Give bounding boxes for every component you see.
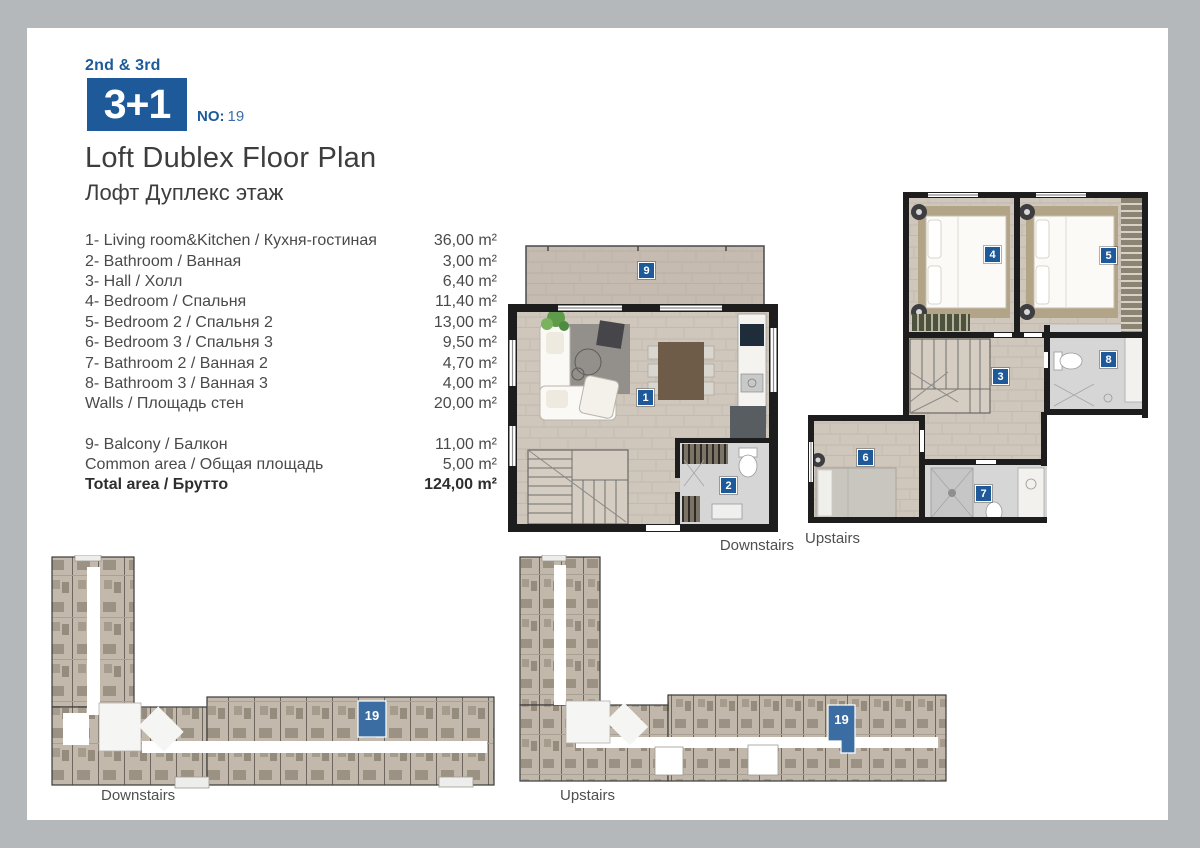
page-subtitle: Лофт Дуплекс этаж: [85, 180, 284, 205]
unit-type-box: [87, 78, 187, 131]
room-area-summary: [85, 435, 497, 496]
room-row: 3- Hall / Холл 6,40 m²: [85, 272, 497, 290]
room-row: 9- Balcony / Балкон 11,00 m²: [85, 435, 497, 453]
room-area-list: [85, 231, 497, 496]
building-upstairs-plan-graphic: [518, 555, 948, 783]
sink-icon: [712, 504, 742, 519]
room-number-badge: 7: [975, 485, 992, 502]
radiator-icon: [912, 314, 970, 331]
room-row: 5- Bedroom 2 / Спальня 2 13,00 m²: [85, 313, 497, 331]
room-number-badge: 4: [984, 246, 1001, 263]
building-upstairs-caption: Upstairs: [560, 787, 616, 804]
unit-number-value: 19: [227, 108, 245, 125]
vanity-icon: [1125, 332, 1144, 402]
room-row: Walls / Площадь стен 20,00 m²: [85, 395, 497, 413]
page-title: Loft Dublex Floor Plan: [85, 142, 377, 174]
room-number-badge: 8: [1100, 351, 1117, 368]
room-number-badge: 6: [857, 449, 874, 466]
toilet-icon: [1054, 352, 1082, 370]
building-downstairs-plan-graphic: [47, 555, 497, 790]
room-row: 8- Bathroom 3 / Ванная 3 4,00 m²: [85, 374, 497, 392]
fridge-icon: [730, 406, 766, 438]
room-row: 7- Bathroom 2 / Ванная 2 4,70 m²: [85, 354, 497, 372]
unit-number-line: [197, 108, 244, 125]
room-number-badge: 3: [992, 368, 1009, 385]
dining-table-icon: [648, 342, 714, 400]
room-row: 6- Bedroom 3 / Спальня 3 9,50 m²: [85, 334, 497, 352]
armchair-icon: [596, 320, 625, 349]
building-unit-number: 19: [834, 712, 849, 727]
downstairs-unit-floorplan-graphic: [508, 240, 778, 532]
room-number-badge: 1: [637, 389, 654, 406]
building-unit-number: 19: [364, 708, 380, 723]
room-row: Common area / Общая площадь 5,00 m²: [85, 456, 497, 474]
unit-number-label: NO:: [197, 108, 225, 125]
toilet-icon: [739, 448, 757, 477]
room-row: 2- Bathroom / Ванная 3,00 m²: [85, 252, 497, 270]
stairs-icon: [528, 450, 628, 524]
wardrobe-icon: [1121, 196, 1144, 332]
room-number-badge: 5: [1100, 247, 1117, 264]
downstairs-plan-caption: Downstairs: [719, 537, 794, 554]
wardrobe-icon: [682, 444, 728, 464]
shower-icon: [931, 468, 973, 518]
upstairs-plan-caption: Upstairs: [805, 530, 861, 547]
room-row: 1- Living room&Kitchen / Кухня-гостиная 36,00 m²: [85, 232, 497, 250]
unit-type-label: 3+1: [103, 81, 171, 127]
brochure-page: [27, 28, 1168, 820]
room-number-badge: 9: [638, 262, 655, 279]
total-area-row: Total area / Брутто 124,00 m²: [85, 476, 497, 494]
room-row: 4- Bedroom / Спальня 11,40 m²: [85, 293, 497, 311]
vanity-icon: [1018, 468, 1044, 520]
floors-tag: 2nd & 3rd: [85, 57, 161, 74]
building-downstairs-caption: Downstairs: [101, 787, 176, 804]
room-number-badge: 2: [720, 477, 737, 494]
stairs-icon: [910, 339, 990, 413]
